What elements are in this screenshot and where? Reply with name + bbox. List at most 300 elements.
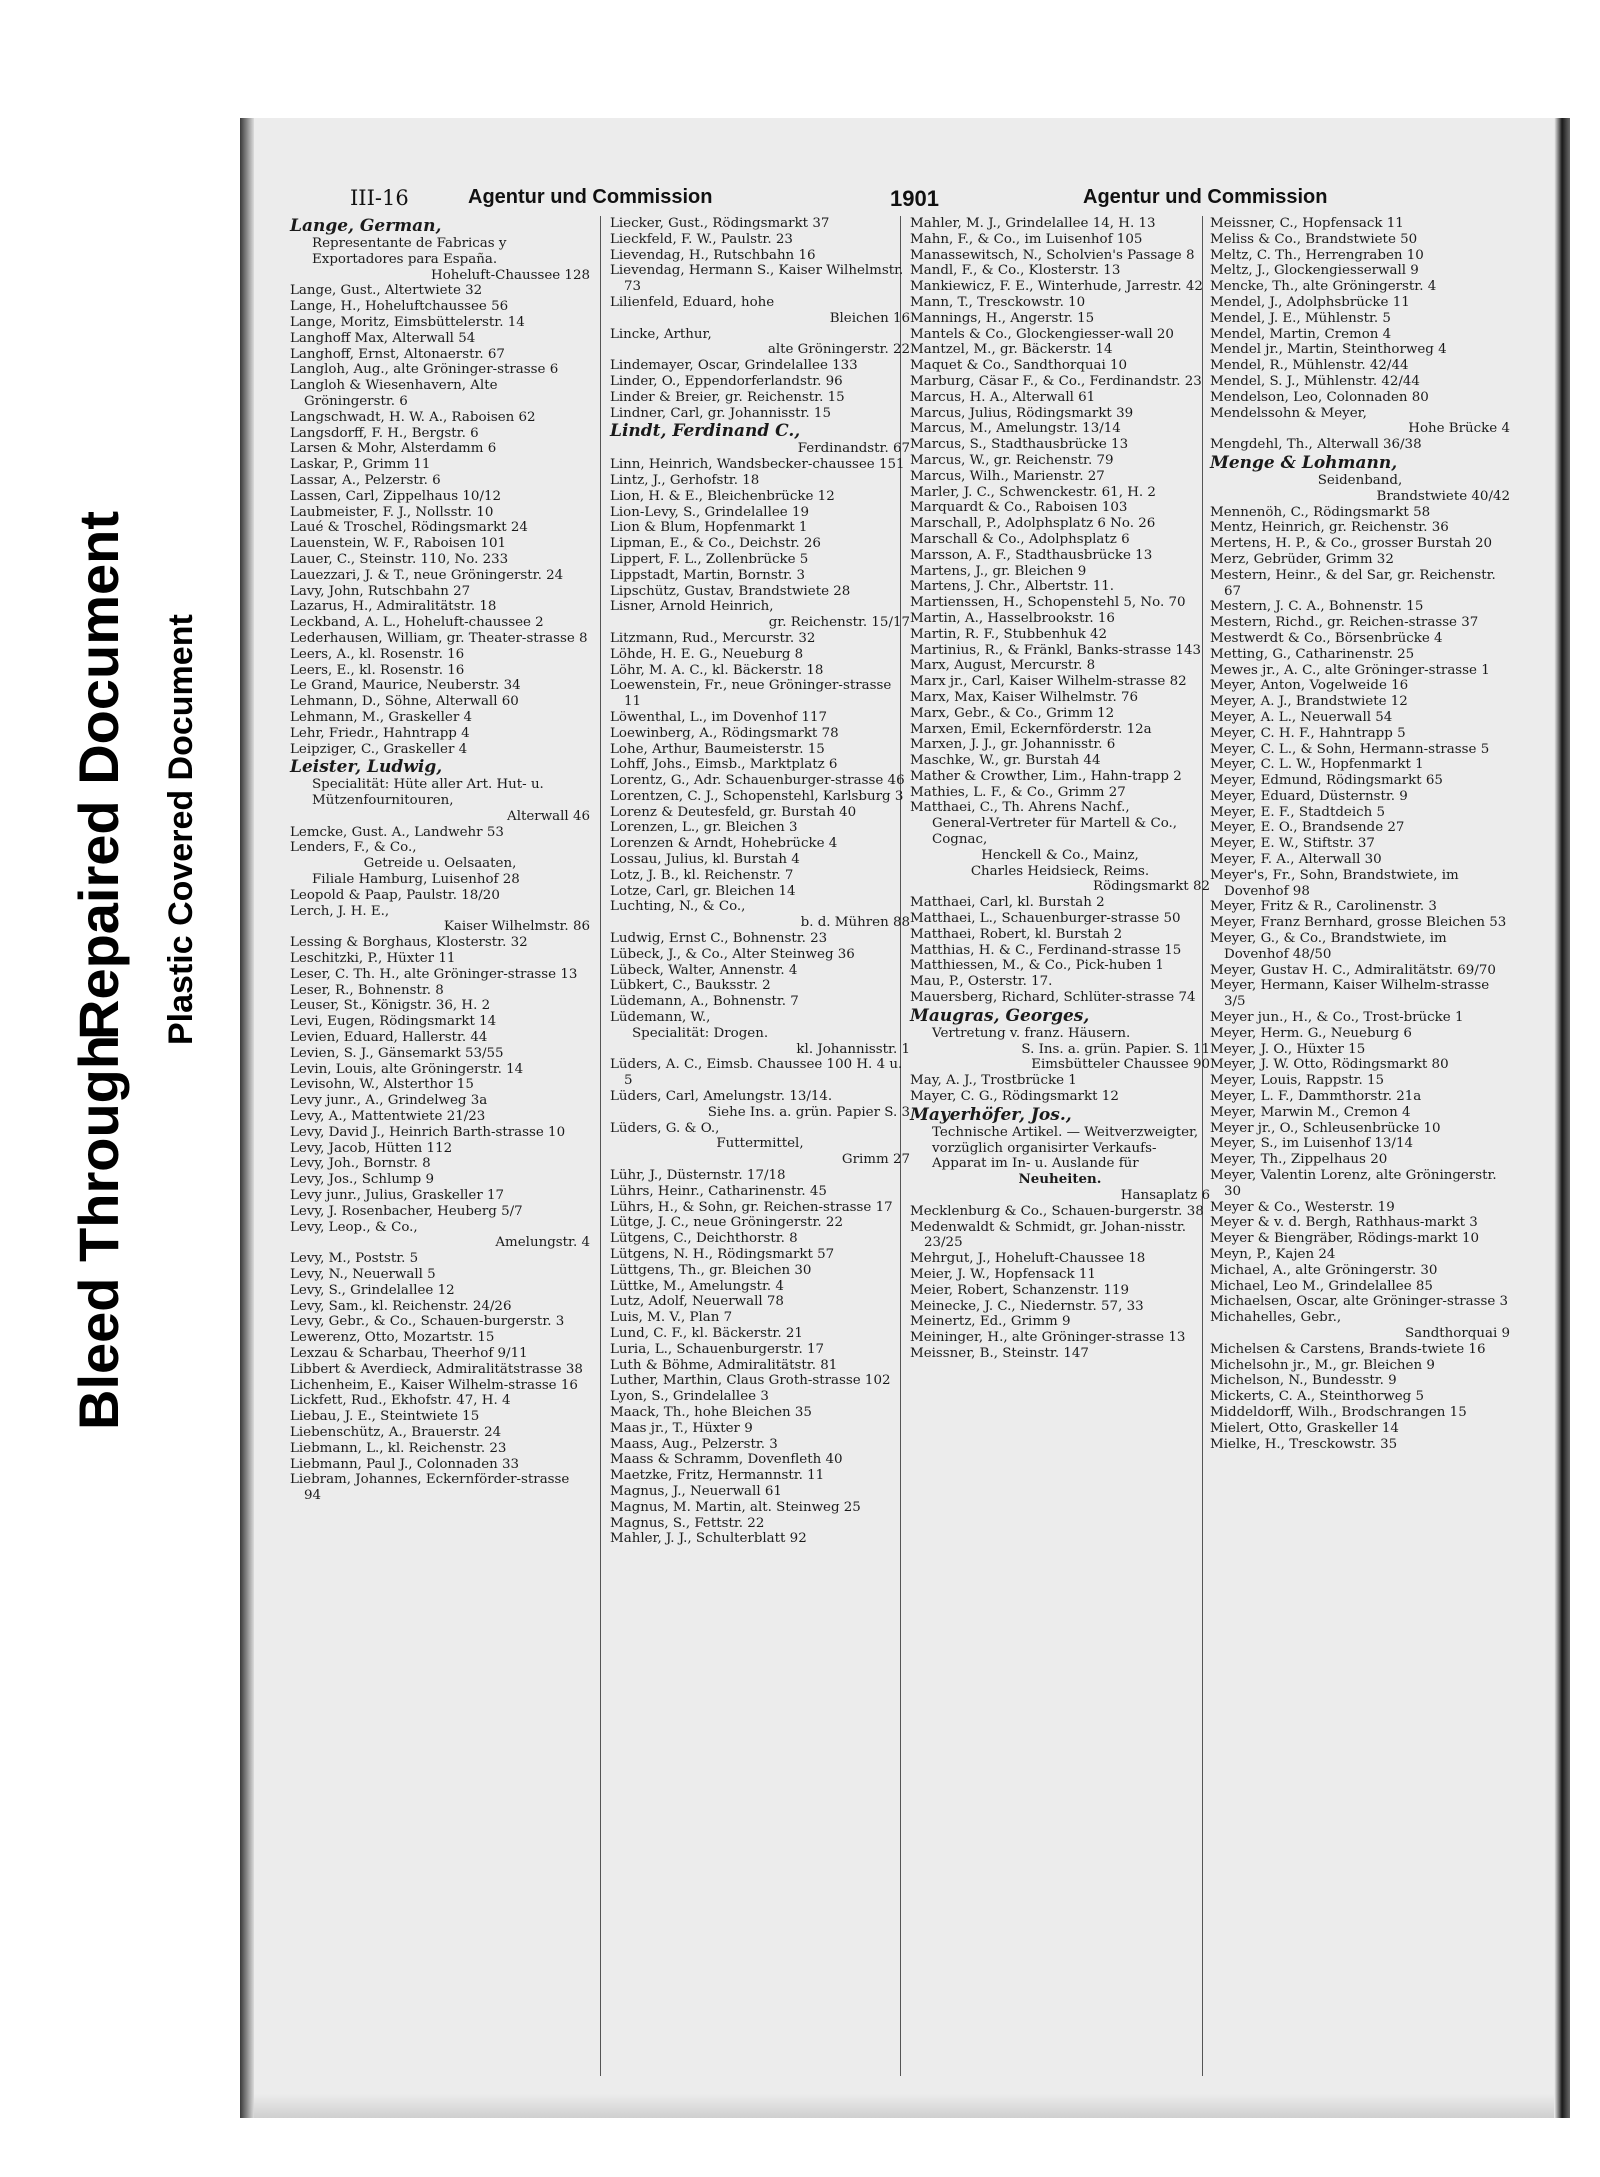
scanned-page [240, 118, 1570, 2118]
directory-entry: Levy, M., Poststr. 5 [290, 1251, 419, 1267]
directory-entry: Neuheiten. [1018, 1171, 1102, 1188]
directory-entry: Meissner, C., Hopfensack 11 [1210, 216, 1404, 231]
directory-entry: Mendel jr., Martin, Steinthorweg 4 [1210, 342, 1447, 358]
directory-entry: Filiale Hamburg, Luisenhof 28 [312, 872, 520, 888]
directory-entry: Laubmeister, F. J., Nollsstr. 10 [290, 504, 494, 520]
directory-entry: Libbert & Averdieck, Admiralitätstrasse 38 [290, 1361, 583, 1377]
directory-entry: Lipman, E., & Co., Deichstr. 26 [610, 536, 821, 552]
directory-entry: Matthias, H. & C., Ferdinand-strasse 15 [910, 942, 1182, 958]
directory-entry: alte Gröningerstr. 22 [767, 342, 910, 358]
directory-entry: Levy, A., Mattentwiete 21/23 [290, 1109, 486, 1125]
plastic-covered-label: Plastic Covered Document [162, 614, 200, 1045]
directory-entry: Lange, Moritz, Eimsbüttelerstr. 14 [290, 314, 525, 330]
directory-entry: Mahn, F., & Co., im Luisenhof 105 [910, 231, 1143, 247]
directory-entry: Siehe Ins. a. grün. Papier S. 3 [707, 1104, 910, 1120]
directory-entry: Meyer, G., & Co., Brandstwiete, im Dovenhof 48/50 [1210, 931, 1447, 962]
directory-entry: Lorentz, G., Adr. Schauenburger-strasse 46 [610, 773, 905, 789]
directory-entry: Mendel, S. J., Mühlenstr. 42/44 [1210, 373, 1420, 389]
directory-entry: Liebmann, L., kl. Reichenstr. 23 [290, 1440, 507, 1456]
directory-entry: Mendelson, Leo, Colonnaden 80 [1210, 389, 1429, 405]
directory-entry: Levin, Louis, alte Gröningerstr. 14 [290, 1061, 524, 1077]
directory-entry: Marcus, Julius, Rödingsmarkt 39 [910, 405, 1134, 421]
directory-entry: Meyer, Valentin Lorenz, alte Gröningerstr. 30 [1210, 1168, 1497, 1199]
directory-entry: Mau, P., Osterstr. 17. [910, 974, 1053, 990]
directory-entry: Mahler, M. J., Grindelallee 14, H. 13 [910, 216, 1156, 231]
directory-entry: Luchting, N., & Co., [610, 899, 746, 915]
directory-entry: Lorentzen, C. J., Schopenstehl, Karlsburg 3 [610, 788, 904, 804]
directory-entry: Luth & Böhme, Admiralitätstr. 81 [610, 1357, 838, 1373]
directory-entry: Marxen, Emil, Eckernförderstr. 12a [910, 721, 1152, 737]
directory-entry: Lund, C. F., kl. Bäckerstr. 21 [610, 1325, 803, 1341]
directory-entry: Levy junr., Julius, Graskeller 17 [290, 1188, 505, 1204]
directory-entry: Martienssen, H., Schopenstehl 5, No. 70 [910, 595, 1186, 611]
directory-entry: Lessing & Borghaus, Klosterstr. 32 [290, 935, 528, 951]
directory-entry: Levien, S. J., Gänsemarkt 53/55 [290, 1045, 504, 1061]
directory-entry: Lorenzen, L., gr. Bleichen 3 [610, 820, 798, 836]
directory-entry: Mecklenburg & Co., Schauen-burgerstr. 38 [910, 1203, 1204, 1219]
directory-entry: Maquet & Co., Sandthorquai 10 [910, 358, 1128, 374]
directory-entry: Luria, L., Schauenburgerstr. 17 [610, 1341, 825, 1357]
directory-entry: Meyer, J. O., Hüxter 15 [1210, 1041, 1366, 1057]
directory-entry: Meyer, Marwin M., Cremon 4 [1210, 1104, 1411, 1120]
directory-entry: Mestern, Richd., gr. Reichen-strasse 37 [1210, 615, 1479, 631]
directory-entry: Matthiessen, M., & Co., Pick-huben 1 [910, 958, 1164, 974]
directory-entry: Meyer jr., O., Schleusenbrücke 10 [1210, 1120, 1441, 1136]
directory-entry: Lerch, J. H. E., [290, 903, 390, 919]
directory-entry: Mankiewicz, F. E., Winterhude, Jarrestr. 42 [910, 279, 1203, 295]
directory-entry: Lotz, J. B., kl. Reichenstr. 7 [610, 867, 794, 883]
directory-entry: Leuser, St., Königstr. 36, H. 2 [290, 998, 491, 1014]
directory-entry: Mannings, H., Angerstr. 15 [910, 310, 1095, 326]
directory-entry: Luther, Marthin, Claus Groth-strasse 102 [610, 1373, 891, 1389]
directory-entry: Maetzke, Fritz, Hermannstr. 11 [610, 1468, 825, 1484]
directory-entry: Marcus, S., Stadthausbrücke 13 [910, 437, 1129, 453]
directory-entry: Liebmann, Paul J., Colonnaden 33 [290, 1456, 520, 1472]
directory-entry: Marburg, Cäsar F., & Co., Ferdinandstr. 23 [910, 373, 1202, 389]
directory-entry: Marschall & Co., Adolphsplatz 6 [910, 531, 1130, 547]
directory-entry: Hohe Brücke 4 [1408, 421, 1510, 437]
directory-entry: Leers, A., kl. Rosenstr. 16 [290, 646, 465, 662]
directory-entry: Mendel, Martin, Cremon 4 [1210, 326, 1392, 342]
directory-entry: Hoheluft-Chaussee 128 [431, 267, 590, 283]
directory-entry: Medenwaldt & Schmidt, gr. Johan-nisstr. 23/25 [910, 1219, 1187, 1251]
directory-entry: Levy, J. Rosenbacher, Heuberg 5/7 [290, 1203, 523, 1219]
directory-entry: Hansaplatz 6 [1120, 1188, 1210, 1204]
directory-entry: Liebram, Johannes, Eckernförder-strasse 94 [290, 1472, 570, 1504]
directory-entry: Löhde, H. E. G., Neueburg 8 [610, 646, 804, 662]
directory-entry: Lion & Blum, Hopfenmarkt 1 [610, 520, 808, 536]
directory-entry: Lüttgens, Th., gr. Bleichen 30 [610, 1262, 812, 1278]
directory-entry: Lührs, Heinr., Catharinenstr. 45 [610, 1183, 827, 1199]
directory-entry: May, A. J., Trostbrücke 1 [910, 1073, 1077, 1089]
directory-entry: Meyer, C. L. W., Hopfenmarkt 1 [1210, 757, 1424, 773]
directory-entry: Meyer, L. F., Dammthorstr. 21a [1210, 1089, 1422, 1105]
directory-entry: Marcus, Wilh., Marienstr. 27 [910, 468, 1105, 484]
directory-entry: Mestern, J. C. A., Bohnenstr. 15 [1210, 599, 1424, 615]
directory-column-3 [910, 216, 1210, 1362]
directory-entry: Mayer, C. G., Rödingsmarkt 12 [910, 1089, 1119, 1105]
directory-entry: Matthaei, C., Th. Ahrens Nachf., [910, 800, 1130, 816]
directory-entry: Loewinberg, A., Rödingsmarkt 78 [610, 725, 839, 741]
directory-entry: Le Grand, Maurice, Neuberstr. 34 [290, 678, 521, 694]
directory-entry: Mauersberg, Richard, Schlüter-strasse 74 [910, 990, 1196, 1006]
directory-entry: Liecker, Gust., Rödingsmarkt 37 [610, 216, 830, 231]
directory-entry: Martens, J., gr. Bleichen 9 [910, 563, 1087, 579]
directory-entry: Lange, H., Hoheluftchaussee 56 [290, 299, 509, 315]
directory-entry: b. d. Mühren 88 [800, 915, 910, 931]
directory-entry: Lübeck, Walter, Annenstr. 4 [610, 962, 798, 978]
directory-entry: Laskar, P., Grimm 11 [290, 457, 431, 473]
directory-entry: Meinertz, Ed., Grimm 9 [910, 1314, 1071, 1330]
directory-entry: Mantzel, M., gr. Bäckerstr. 14 [910, 342, 1113, 358]
directory-entry: Meininger, H., alte Gröninger-strasse 13 [910, 1330, 1186, 1346]
directory-entry: Levisohn, W., Alsterthor 15 [290, 1077, 474, 1093]
directory-entry: Löwenthal, L., im Dovenhof 117 [610, 709, 828, 725]
directory-entry: Mann, T., Tresckowstr. 10 [910, 294, 1086, 310]
directory-entry: Lieckfeld, F. W., Paulstr. 23 [610, 231, 793, 247]
directory-entry: General-Vertreter für Martell & Co., Cognac, [932, 816, 1178, 848]
directory-column-4 [1210, 216, 1510, 1452]
directory-entry: Meyer, F. A., Alterwall 30 [1210, 852, 1382, 868]
directory-entry: Eimsbütteler Chaussee 90 [1031, 1057, 1210, 1073]
directory-entry: Linder, O., Eppendorferlandstr. 96 [610, 373, 843, 389]
directory-entry: Maas jr., T., Hüxter 9 [610, 1420, 753, 1436]
directory-entry: Lührs, H., & Sohn, gr. Reichen-strasse 17 [610, 1199, 893, 1215]
bleed-through-label: Bleed Through [67, 1034, 130, 1430]
directory-entry: Lüders, A. C., Eimsb. Chaussee 100 H. 4 u. 5 [610, 1057, 903, 1089]
directory-entry: Mantels & Co., Glockengiesser-wall 20 [910, 326, 1174, 342]
directory-entry: Lavy, John, Rutschbahn 27 [290, 583, 471, 599]
directory-entry: Michelsen & Carstens, Brands-twiete 16 [1210, 1341, 1486, 1357]
directory-entry: Langloh & Wiesenhavern, Alte Gröningerstr. 6 [290, 378, 498, 409]
directory-entry: Meyer, Herm. G., Neueburg 6 [1210, 1025, 1412, 1041]
directory-entry: Liebenschütz, A., Brauerstr. 24 [290, 1424, 502, 1440]
directory-entry: Michael, Leo M., Grindelallee 85 [1210, 1278, 1433, 1294]
directory-entry: Merz, Gebrüder, Grimm 32 [1210, 551, 1394, 567]
directory-heading-entry: Maugras, Georges, [910, 1005, 1090, 1026]
directory-entry: Manassewitsch, N., Scholvien's Passage 8 [910, 247, 1195, 263]
page-binding-shadow [240, 118, 254, 2118]
directory-entry: Leschitzki, P., Hüxter 11 [290, 951, 456, 967]
directory-entry: Mendel, J. E., Mühlenstr. 5 [1210, 310, 1391, 326]
header-year: 1901 [890, 186, 939, 211]
directory-column-2 [610, 216, 910, 1547]
directory-entry: Ludwig, Ernst C., Bohnenstr. 23 [610, 931, 828, 947]
directory-entry: Lassen, Carl, Zippelhaus 10/12 [290, 488, 501, 504]
directory-entry: Marsson, A. F., Stadthausbrücke 13 [910, 547, 1153, 563]
directory-entry: Lütge, J. C., neue Gröningerstr. 22 [610, 1215, 843, 1231]
directory-entry: Lion-Levy, S., Grindelallee 19 [610, 504, 810, 520]
directory-entry: Levy, Jacob, Hütten 112 [290, 1140, 453, 1156]
directory-entry: Marquardt & Co., Raboisen 103 [910, 500, 1128, 516]
directory-entry: Middeldorff, Wilh., Brodschrangen 15 [1210, 1404, 1467, 1420]
directory-entry: Maass, Aug., Pelzerstr. 3 [610, 1436, 778, 1452]
directory-entry: Getreide u. Oelsaaten, [363, 856, 517, 872]
directory-entry: Lenders, F., & Co., [290, 840, 417, 856]
directory-entry: Mendel, J., Adolphsbrücke 11 [1210, 294, 1410, 310]
directory-entry: Lange, Gust., Altertwiete 32 [290, 283, 483, 299]
directory-entry: Lichenheim, E., Kaiser Wilhelm-strasse 16 [290, 1377, 578, 1393]
directory-entry: Lippstadt, Martin, Bornstr. 3 [610, 567, 806, 583]
directory-entry: Langloh, Aug., alte Gröninger-strasse 6 [290, 362, 559, 378]
directory-entry: Vertretung v. franz. Häusern. [932, 1025, 1131, 1041]
directory-entry: S. Ins. a. grün. Papier. S. 11 [1021, 1041, 1210, 1057]
directory-entry: Amelungstr. 4 [495, 1235, 590, 1251]
directory-entry: Magnus, S., Fettstr. 22 [610, 1515, 765, 1531]
directory-entry: Meyer, E. W., Stiftstr. 37 [1210, 836, 1375, 852]
directory-entry: Mentz, Heinrich, gr. Reichenstr. 36 [1210, 520, 1449, 536]
side-labels [0, 0, 200, 2177]
directory-entry: Levien, Eduard, Hallerstr. 44 [290, 1030, 488, 1046]
directory-entry: Mestern, Heinr., & del Sar, gr. Reichenstr. 67 [1210, 567, 1496, 599]
directory-entry: Meyer, Fritz & R., Carolinenstr. 3 [1210, 899, 1437, 915]
directory-entry: Luis, M. V., Plan 7 [610, 1310, 733, 1326]
directory-entry: Litzmann, Rud., Mercurstr. 32 [610, 630, 816, 646]
directory-column-1 [290, 216, 590, 1504]
directory-entry: Meyer, Franz Bernhard, grosse Bleichen 53 [1210, 915, 1507, 931]
directory-entry: Michelsohn jr., M., gr. Bleichen 9 [1210, 1357, 1435, 1373]
directory-entry: Marler, J. C., Schwenckestr. 61, H. 2 [910, 484, 1156, 500]
directory-entry: kl. Johannisstr. 1 [796, 1041, 910, 1057]
directory-entry: Representante de Fabricas y Exportadores para España. [312, 236, 507, 267]
page-number: III-16 [350, 186, 409, 210]
directory-entry: Langhoff, Ernst, Altonaerstr. 67 [290, 346, 505, 362]
directory-entry: Lütgens, C., Deichthorstr. 8 [610, 1231, 798, 1247]
directory-entry: Lintz, J., Gerhofstr. 18 [610, 472, 760, 488]
directory-entry: Specialität: Drogen. [632, 1025, 769, 1041]
directory-entry: Meyer jun., H., & Co., Trost-brücke 1 [1210, 1010, 1464, 1026]
directory-entry: Levy, N., Neuerwall 5 [290, 1267, 436, 1282]
directory-entry: Lauezzari, J. & T., neue Gröningerstr. 24 [290, 567, 564, 583]
directory-entry: Mickerts, C. A., Steinthorweg 5 [1210, 1389, 1425, 1405]
directory-entry: Meyer & v. d. Bergh, Rathhaus-markt 3 [1210, 1215, 1478, 1231]
directory-entry: Mielke, H., Tresckowstr. 35 [1210, 1436, 1398, 1452]
directory-entry: Meyer, Edmund, Rödingsmarkt 65 [1210, 773, 1443, 789]
directory-entry: Meyer, C. H. F., Hahntrapp 5 [1210, 725, 1406, 741]
directory-heading-entry: Mayerhöfer, Jos., [910, 1104, 1072, 1125]
header-left-title: Agentur und Commission [468, 186, 713, 208]
directory-entry: Levy, Sam., kl. Reichenstr. 24/26 [290, 1298, 512, 1314]
directory-entry: Meyer, A. L., Neuerwall 54 [1210, 709, 1393, 725]
directory-entry: Liebau, J. E., Steintwiete 15 [290, 1409, 480, 1425]
directory-entry: Meyer, C. L., & Sohn, Hermann-strasse 5 [1210, 741, 1490, 757]
directory-entry: Leser, C. Th. H., alte Gröninger-strasse 13 [290, 966, 578, 982]
directory-entry: Henckell & Co., Mainz, [981, 847, 1139, 863]
directory-entry: Langsdorff, F. H., Bergstr. 6 [290, 425, 479, 441]
directory-entry: Meyn, P., Kajen 24 [1210, 1247, 1336, 1262]
directory-entry: Lüdemann, A., Bohnenstr. 7 [610, 994, 799, 1010]
directory-entry: Bleichen 16 [829, 310, 910, 326]
directory-entry: Matthaei, Robert, kl. Burstah 2 [910, 926, 1123, 942]
directory-entry: Meyer, Th., Zippelhaus 20 [1210, 1152, 1388, 1168]
directory-entry: Magnus, J., Neuerwall 61 [610, 1483, 782, 1499]
directory-entry: Leser, R., Bohnenstr. 8 [290, 982, 444, 998]
page-bottom-edge [254, 2094, 1554, 2118]
directory-entry: Levy, Jos., Schlump 9 [290, 1172, 435, 1188]
directory-entry: Michahelles, Gebr., [1210, 1310, 1342, 1326]
directory-entry: Mandl, F., & Co., Klosterstr. 13 [910, 263, 1121, 279]
directory-entry: Linder & Breier, gr. Reichenstr. 15 [610, 389, 845, 405]
directory-entry: Lindemayer, Oscar, Grindelallee 133 [610, 358, 858, 374]
directory-entry: Matthaei, L., Schauenburger-strasse 50 [910, 911, 1181, 927]
directory-entry: Magnus, M. Martin, alt. Steinweg 25 [610, 1499, 861, 1515]
directory-entry: Lüdemann, W., [610, 1010, 711, 1026]
directory-entry: Maschke, W., gr. Burstah 44 [910, 753, 1101, 769]
directory-entry: Rödingsmarkt 82 [1093, 879, 1210, 895]
directory-entry: Mehrgut, J., Hoheluft-Chaussee 18 [910, 1251, 1146, 1267]
directory-entry: Meyer, E. O., Brandsende 27 [1210, 820, 1405, 836]
directory-entry: Meissner, B., Steinstr. 147 [910, 1345, 1089, 1361]
directory-entry: Mengdehl, Th., Alterwall 36/38 [1210, 437, 1422, 453]
directory-entry: Leopold & Paap, Paulstr. 18/20 [290, 887, 500, 903]
directory-entry: Sandthorquai 9 [1404, 1325, 1510, 1341]
directory-entry: Lüttke, M., Amelungstr. 4 [610, 1278, 784, 1294]
directory-entry: Mahler, J. J., Schulterblatt 92 [610, 1531, 807, 1547]
directory-entry: Mathies, L. F., & Co., Grimm 27 [910, 784, 1126, 800]
directory-entry: Mestwerdt & Co., Börsenbrücke 4 [1210, 630, 1443, 646]
directory-entry: Lutz, Adolf, Neuerwall 78 [610, 1294, 784, 1310]
directory-heading-entry: Lindt, Ferdinand C., [610, 421, 801, 442]
directory-entry: Marx, August, Mercurstr. 8 [910, 658, 1096, 674]
directory-heading-entry: Menge & Lohmann, [1210, 452, 1398, 473]
directory-entry: Maass & Schramm, Dovenfleth 40 [610, 1452, 843, 1468]
directory-entry: Alterwall 46 [507, 808, 590, 824]
directory-entry: Levy, David J., Heinrich Barth-strasse 10 [290, 1124, 566, 1140]
running-header [240, 186, 1570, 214]
directory-heading-entry: Lange, German, [290, 216, 442, 236]
directory-entry: Marcus, H. A., Alterwall 61 [910, 389, 1096, 405]
directory-entry: Lippert, F. L., Zollenbrücke 5 [610, 551, 809, 567]
directory-entry: Kaiser Wilhelmstr. 86 [443, 919, 590, 935]
directory-entry: Martin, A., Hasselbrookstr. 16 [910, 610, 1115, 626]
directory-entry: Meyer, Eduard, Düsternstr. 9 [1210, 788, 1408, 804]
directory-entry: Mertens, H. P., & Co., grosser Burstah 20 [1210, 536, 1493, 552]
directory-entry: Lisner, Arnold Heinrich, [610, 599, 774, 615]
directory-entry: Marx, Max, Kaiser Wilhelmstr. 76 [910, 689, 1138, 705]
directory-entry: Linn, Heinrich, Wandsbecker-chaussee 151 [610, 457, 905, 473]
directory-entry: Meyer, Anton, Vogelweide 16 [1210, 678, 1409, 694]
directory-entry: Meltz, C. Th., Herrengraben 10 [1210, 247, 1424, 263]
directory-entry: Lotze, Carl, gr. Bleichen 14 [610, 883, 796, 899]
directory-entry: Lossau, Julius, kl. Burstah 4 [610, 852, 800, 868]
directory-entry: Meyer's, Fr., Sohn, Brandstwiete, im Dovenhof 98 [1210, 867, 1459, 899]
directory-entry: Lüders, G. & O., [610, 1120, 720, 1136]
directory-entry: Lohff, Johs., Eimsb., Marktplatz 6 [610, 757, 838, 773]
directory-entry: Mendel, R., Mühlenstr. 42/44 [1210, 358, 1409, 374]
directory-entry: Lion, H. & E., Bleichenbrücke 12 [610, 488, 835, 504]
directory-entry: Michaelsen, Oscar, alte Gröninger-strasse 3 [1210, 1294, 1509, 1310]
directory-entry: Mencke, Th., alte Gröningerstr. 4 [1210, 279, 1437, 295]
directory-entry: Lexzau & Scharbau, Theerhof 9/11 [290, 1345, 528, 1361]
directory-entry: Meyer, E. F., Stadtdeich 5 [1210, 804, 1385, 820]
directory-entry: Seidenband, [1317, 472, 1403, 488]
directory-entry: Brandstwiete 40/42 [1376, 488, 1510, 504]
directory-entry: Technische Artikel. — Weitverzweigter, vorzüglich organisirter Verkaufs-Apparat im In- u. Auslande für [932, 1124, 1199, 1172]
directory-entry: Lievendag, Hermann S., Kaiser Wilhelmstr. 73 [610, 263, 904, 295]
directory-entry: Leipziger, C., Graskeller 4 [290, 741, 468, 757]
directory-entry: Meyer & Biengräber, Rödings-markt 10 [1210, 1231, 1479, 1247]
directory-entry: Marxen, J. J., gr. Johannisstr. 6 [910, 737, 1116, 753]
directory-entry: Lütgens, N. H., Rödingsmarkt 57 [610, 1247, 835, 1262]
directory-entry: Marx jr., Carl, Kaiser Wilhelm-strasse 82 [910, 674, 1187, 690]
directory-entry: Meliss & Co., Brandstwiete 50 [1210, 231, 1418, 247]
directory-entry: Larsen & Mohr, Alsterdamm 6 [290, 441, 497, 457]
directory-entry: Meyer, A. J., Brandstwiete 12 [1210, 694, 1408, 710]
directory-entry: Levy, Gebr., & Co., Schauen-burgerstr. 3 [290, 1314, 565, 1330]
directory-entry: Meyer, Gustav H. C., Admiralitätstr. 69/70 [1210, 962, 1496, 978]
directory-entry: Laué & Troschel, Rödingsmarkt 24 [290, 520, 528, 536]
directory-entry: Leckband, A. L., Hoheluft-chaussee 2 [290, 615, 544, 631]
directory-entry: Levy, Leop., & Co., [290, 1219, 418, 1235]
directory-entry: Lilienfeld, Eduard, hohe [610, 294, 775, 310]
directory-entry: Lüders, Carl, Amelungstr. 13/14. [610, 1089, 833, 1105]
directory-entry: Levi, Eugen, Rödingsmarkt 14 [290, 1014, 497, 1030]
directory-entry: Lincke, Arthur, [610, 326, 712, 342]
directory-entry: Martinius, R., & Fränkl, Banks-strasse 143 [910, 642, 1201, 658]
directory-entry: Lohe, Arthur, Baumeisterstr. 15 [610, 741, 825, 757]
directory-entry: Meyer & Co., Westerstr. 19 [1210, 1199, 1395, 1215]
directory-entry: Matthaei, Carl, kl. Burstah 2 [910, 895, 1105, 911]
column-divider [600, 216, 601, 2076]
directory-entry: Martin, R. F., Stubbenhuk 42 [910, 626, 1107, 642]
directory-entry: Lehmann, D., Söhne, Alterwall 60 [290, 694, 519, 710]
directory-entry: Lickfett, Rud., Ekhofstr. 47, H. 4 [290, 1393, 511, 1409]
directory-entry: Lorenz & Deutesfeld, gr. Burstah 40 [610, 804, 857, 820]
directory-entry: Lipschütz, Gustav, Brandstwiete 28 [610, 583, 851, 599]
directory-entry: Lievendag, H., Rutschbahn 16 [610, 247, 816, 263]
directory-entry: Marschall, P., Adolphsplatz 6 No. 26 [910, 516, 1156, 532]
directory-entry: Lehmann, M., Graskeller 4 [290, 709, 473, 725]
directory-entry: Marcus, W., gr. Reichenstr. 79 [910, 452, 1114, 468]
directory-entry: Charles Heidsieck, Reims. [970, 863, 1150, 879]
header-right-title: Agentur und Commission [1083, 186, 1328, 208]
directory-entry: Löhr, M. A. C., kl. Bäckerstr. 18 [610, 662, 824, 678]
directory-entry: Lorenzen & Arndt, Hohebrücke 4 [610, 836, 838, 852]
directory-entry: Meltz, J., Glockengiesserwall 9 [1210, 263, 1419, 279]
directory-entry: Lemcke, Gust. A., Landwehr 53 [290, 824, 504, 840]
directory-entry: Lederhausen, William, gr. Theater-strasse 8 [290, 630, 588, 646]
directory-entry: Mewes jr., A. C., alte Gröninger-strasse 1 [1210, 662, 1490, 678]
directory-entry: Futtermittel, [716, 1136, 804, 1152]
directory-entry: Meyer, J. W. Otto, Rödingsmarkt 80 [1210, 1057, 1449, 1073]
directory-entry: Meier, J. W., Hopfensack 11 [910, 1267, 1096, 1282]
directory-entry: gr. Reichenstr. 15/17 [768, 615, 910, 631]
directory-entry: Lehr, Friedr., Hahntrapp 4 [290, 725, 470, 741]
directory-entry: Meyer, Louis, Rappstr. 15 [1210, 1073, 1385, 1089]
directory-entry: Meinecke, J. C., Niedernstr. 57, 33 [910, 1298, 1144, 1314]
directory-entry: Loewenstein, Fr., neue Gröninger-strasse 11 [610, 678, 892, 710]
directory-entry: Lindner, Carl, gr. Johannisstr. 15 [610, 405, 831, 421]
directory-entry: Meyer, Hermann, Kaiser Wilhelm-strasse 3/5 [1210, 978, 1490, 1010]
directory-entry: Marcus, M., Amelungstr. 13/14 [910, 421, 1121, 437]
directory-entry: Langschwadt, H. W. A., Raboisen 62 [290, 409, 536, 425]
directory-entry: Martens, J. Chr., Albertstr. 11. [910, 579, 1115, 595]
directory-entry: Lazarus, H., Admiralitätstr. 18 [290, 599, 497, 615]
directory-entry: Levy, S., Grindelallee 12 [290, 1282, 455, 1298]
directory-entry: Michelson, N., Bundesstr. 9 [1210, 1373, 1397, 1389]
directory-entry: Mather & Crowther, Lim., Hahn-trapp 2 [910, 768, 1182, 784]
directory-entry: Lassar, A., Pelzerstr. 6 [290, 472, 441, 488]
directory-entry: Maack, Th., hohe Bleichen 35 [610, 1404, 812, 1420]
directory-entry: Levy junr., A., Grindelweg 3a [290, 1093, 488, 1109]
page-fold-edge [1554, 118, 1570, 2118]
repaired-document-label: Repaired Document [67, 511, 130, 1040]
directory-entry: Metting, G., Catharinenstr. 25 [1210, 646, 1415, 662]
directory-entry: Lühr, J., Düsternstr. 17/18 [610, 1168, 786, 1184]
directory-entry: Levy, Joh., Bornstr. 8 [290, 1156, 431, 1172]
directory-entry: Langhoff Max, Alterwall 54 [290, 330, 476, 346]
directory-entry: Meier, Robert, Schanzenstr. 119 [910, 1282, 1129, 1298]
